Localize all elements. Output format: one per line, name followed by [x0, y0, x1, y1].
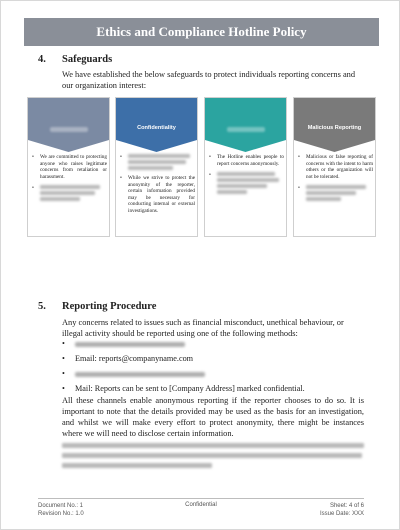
- card-chevron-shape: [28, 98, 109, 153]
- card-header: [116, 98, 197, 153]
- section-number: 5.: [38, 301, 46, 312]
- safeguards-intro: We have established the below safeguards to protect individuals reporting concerns and our organization interest:: [62, 70, 356, 90]
- safeguard-card-protection: [27, 97, 110, 237]
- card-bullets: [31, 154, 107, 206]
- card-chevron-shape: [205, 98, 286, 153]
- section-heading-safeguards: [38, 54, 112, 65]
- method-item-mail: • Mail: Reports can be sent to [Company Address] marked confidential.: [62, 384, 305, 393]
- method-item-blurred: •: [62, 368, 362, 383]
- blurred-card-title: [50, 127, 88, 132]
- safeguard-card-confidentiality: [115, 97, 198, 237]
- card-bullets: [208, 154, 284, 199]
- section-title: Reporting Procedure: [62, 301, 157, 312]
- reporting-procedure-intro: Any concerns related to issues such as financial misconduct, unethical behaviour, or illegal activity should be reported using one of the following methods:: [62, 318, 344, 338]
- anonymity-paragraph: All these channels enable anonymous reporting if the reporter chooses to do so. It is important to note that the details provided may be used as the basis for an investigation, and whilst we will make every effort to protect anonymity, there might be instances where we will need to disclose certain information.: [62, 396, 364, 438]
- method-item-email: • Email: reports@companyname.com: [62, 354, 194, 363]
- card-bullets: [297, 154, 373, 206]
- method-item-blurred: •: [62, 338, 362, 353]
- footer-document-no: Document No.: 1: [38, 503, 84, 509]
- card-bullet-blurred: •: [208, 172, 284, 194]
- reporting-methods-list: [62, 338, 362, 394]
- card-header: [28, 98, 109, 153]
- safeguard-cards: [27, 97, 377, 237]
- card-bullet: • Malicious or false reporting of concerns with the intent to harm others or the organization will not be tolerated.: [298, 154, 373, 180]
- section-title: Safeguards: [62, 54, 113, 65]
- safeguard-card-malicious-reporting: [293, 97, 376, 237]
- card-bullet-blurred: •: [31, 185, 107, 201]
- blurred-card-title: [227, 127, 265, 132]
- card-bullet: • We are committed to protecting anyone who raises legitimate concerns from retaliation or harassment.: [32, 154, 107, 180]
- section-heading-reporting-procedure: [38, 301, 156, 312]
- footer-issue-date: Issue Date: XXX: [319, 511, 364, 517]
- footer-classification: Confidential: [185, 502, 217, 508]
- safeguard-card-anonymity: [204, 97, 287, 237]
- footer-sheet: Sheet: 4 of 6: [329, 503, 364, 509]
- document-title-banner: Ethics and Compliance Hotline Policy: [24, 18, 379, 46]
- footer-revision-no: Revision No.: 1.0: [38, 511, 84, 517]
- card-bullet: • The Hotline enables people to report concerns anonymously.: [209, 154, 284, 167]
- section-number: 4.: [38, 54, 46, 65]
- blurred-paragraph: [62, 443, 364, 473]
- card-header: [294, 98, 375, 153]
- card-bullet-blurred: •: [297, 185, 373, 201]
- page-footer: [38, 498, 364, 518]
- card-title: Confidentiality: [137, 125, 176, 131]
- card-bullets: [119, 154, 195, 220]
- card-header: [205, 98, 286, 153]
- card-bullet: • While we strive to protect the anonymity of the reporter, certain information provided may be necessary for conducting internal or external investigations.: [120, 175, 195, 214]
- card-title: Malicious Reporting: [307, 125, 362, 131]
- card-bullet-blurred: •: [119, 154, 195, 170]
